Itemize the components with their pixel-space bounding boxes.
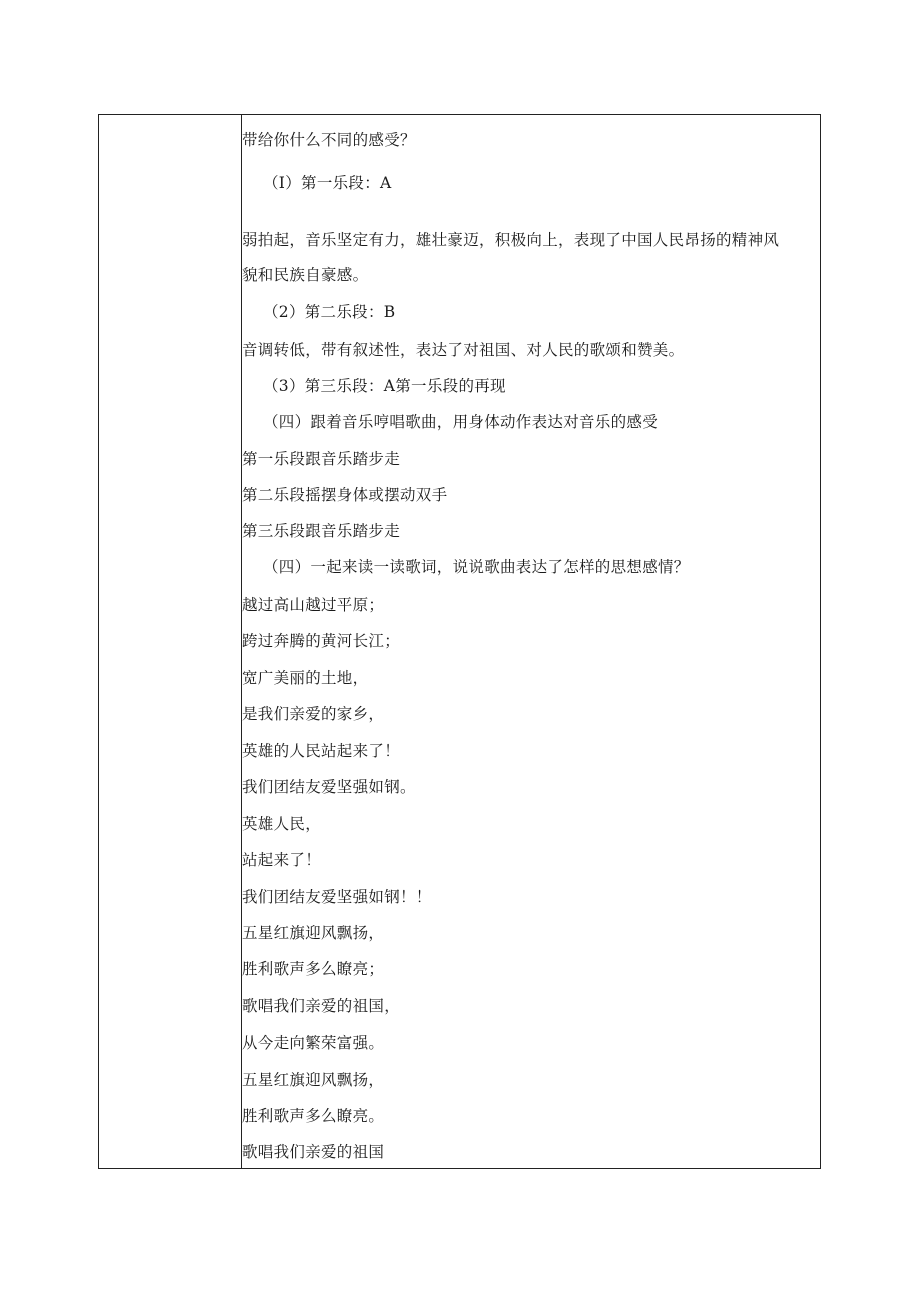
- text-line: （2）第二乐段：B: [263, 303, 396, 321]
- text-line: 五星红旗迎风飘扬，: [242, 924, 385, 942]
- text-line: 带给你什么不同的感受？: [242, 131, 416, 149]
- text-line: 越过高山越过平原；: [242, 596, 385, 614]
- text-line: （I）第一乐段：A: [263, 174, 392, 192]
- text-line: 弱拍起，音乐坚定有力，雄壮豪迈，积极向上，表现了中国人民昂扬的精神风: [242, 231, 780, 249]
- lesson-table: [98, 114, 821, 1169]
- text-line: 第三乐段跟音乐踏步走: [242, 522, 401, 540]
- text-line: 五星红旗迎风飘扬，: [242, 1071, 385, 1089]
- text-line: 第二乐段摇摆身体或摆动双手: [242, 486, 448, 504]
- content-cell: [242, 115, 820, 1168]
- text-line: 英雄的人民站起来了！: [242, 742, 401, 760]
- text-line: 音调转低，带有叙述性，表达了对祖国、对人民的歌颂和赞美。: [242, 341, 685, 359]
- text-line: 第一乐段跟音乐踏步走: [242, 450, 401, 468]
- text-line: 胜利歌声多么瞭亮。: [242, 1107, 385, 1125]
- text-line: 我们团结友爱坚强如钢。: [242, 778, 416, 796]
- text-line: （3）第三乐段：A第一乐段的再现: [263, 377, 506, 395]
- text-line: 宽广美丽的土地，: [242, 669, 369, 687]
- text-line: （四）跟着音乐哼唱歌曲，用身体动作表达对音乐的感受: [263, 413, 659, 431]
- text-line: 歌唱我们亲爱的祖国，: [242, 997, 401, 1015]
- text-line: 跨过奔腾的黄河长江；: [242, 632, 401, 650]
- text-line: 站起来了！: [242, 851, 322, 869]
- left-column-cell: [99, 115, 242, 1168]
- text-line: 歌唱我们亲爱的祖国: [242, 1143, 385, 1161]
- text-line: 是我们亲爱的家乡，: [242, 705, 385, 723]
- text-line: （四）一起来读一读歌词，说说歌曲表达了怎样的思想感情？: [263, 558, 690, 576]
- text-line: 貌和民族自豪感。: [242, 266, 369, 284]
- text-line: 从今走向繁荣富强。: [242, 1034, 385, 1052]
- text-line: 英雄人民，: [242, 815, 322, 833]
- text-line: 胜利歌声多么瞭亮；: [242, 960, 385, 978]
- text-line: 我们团结友爱坚强如钢！！: [242, 888, 432, 906]
